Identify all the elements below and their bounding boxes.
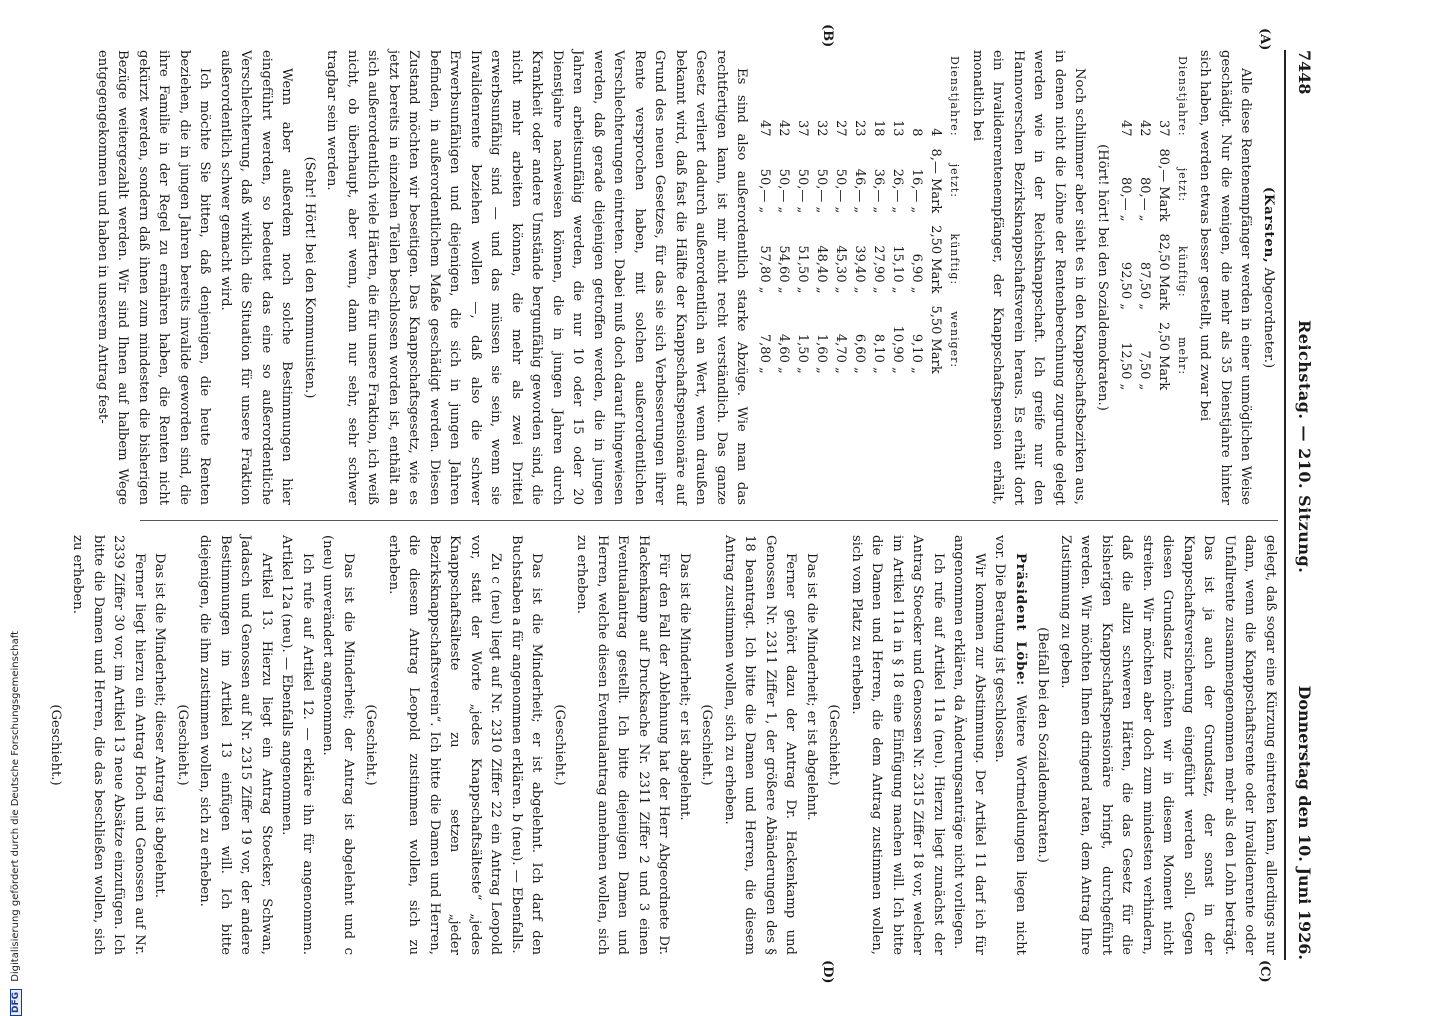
table-row [1154,50,1173,396]
paragraph: Es sind also außerordentlich starke Abzüge. Wie man das rechtfertigen kann, ist mir nicht recht verständlich. Das ganze Gesetz verliert dadurch außerordentlich an Wert, wenn draußen bekannt wird, daß fast die Hälfte der Knappschaftspensionäre auf Grund des neuen Gesetzes, für das sie sich Verbesserungen ihrer Rente versprochen haben, mit solchen außerordentlichen Verschlechterungen eintreten. Dabei muß doch darauf hingewiesen werden, daß gerade diejenigen getroffen werden, die in jungen Jahren arbeitsunfähig werden, die nur 10 oder 15 oder 20 Dienstjahre nachweisen können, die in jungen Jahren durch Krankheit oder andere Umstände bergunfähig geworden sind, die nicht mehr arbeiten können, die mehr als zwei Drittel erwerbsunfähig sind — und das müssen sie sein, wenn sie Invalidenrente beziehen wollen —, daß also die schwer Erwerbsunfähigen und diejenigen, die sich in jungen Jahren befinden, in außerordentlichem Maße geschädigt werden. Diesen Zustand möchten wir beseitigen. Das Knappschaftsgesetz, wie es jetzt bereits in einzelnen Teilen beschlossen worden ist, enthält an sich außerordentlich viele Härten, die für unsere Fraktion, ich weiß nicht, ob überhaupt, aber wenn, dann nur sehr, sehr schwer tragbar sein werden. [324,50,750,505]
table-cell: 36,— „ [871,168,887,214]
column-divider [140,520,1278,521]
table-row [775,50,794,380]
table-cell: 8,10 „ [871,333,887,374]
speaker-name: Präsident Löbe: [1013,553,1028,686]
table-cell: 47 [1118,119,1133,137]
paragraph: Das ist die Minderheit; er ist abgelehnt. Ich darf den Buchstaben a für angenommen erklären. b (neu). — Ebenfalls. [509,535,545,955]
interjection: (Geschieht.) [363,704,379,786]
table-row [1135,50,1154,396]
pension-table-1 [1116,50,1192,396]
table-row [870,50,889,380]
interjection: (Geschieht.) [699,704,715,786]
table-cell: 48,40 „ [814,245,830,294]
table-cell: 37 [795,119,811,137]
table-cell: 7,50 „ [1137,350,1152,391]
table-cell: 12,50 „ [1118,342,1133,391]
paragraph: Ich rufe auf Artikel 12. — erkläre ihn für angenommen. Artikel 12a (neu). — Ebenfalls angenommen. [279,535,315,955]
table-cell: 15,10 „ [890,245,906,294]
table-cell: 32 [814,119,830,137]
interjection: (Hört! hört! bei den Sozialdemokraten.) [1095,144,1110,411]
credit-text: Digitalisierung gefördert durch die Deutsche Forschungsgemeinschaft [10,630,21,982]
interjection: (Geschieht.) [48,704,63,786]
table-cell: 5,50 Mark [928,305,944,374]
table-row [927,50,946,380]
table-cell: 39,40 „ [852,245,868,294]
table-cell: 26,— „ [890,168,906,214]
table-cell: 8,— Mark [928,148,944,214]
table-cell: 51,50 „ [795,245,811,294]
table-cell: 8 [909,128,925,137]
table-cell: 42 [1137,119,1152,137]
paragraph: Wenn aber außerdem noch solche Bestimmungen hier eingeführt werden, so bedeutet das eine so außerordentliche Verschlechterung, daß wirklich die Situation für unsere Fraktion außerordentlich schwer gemacht wird. [218,50,295,505]
paragraph: Das ist die Minderheit; dieser Antrag ist abgelehnt. [152,553,168,898]
table-cell: 37 [1156,119,1171,137]
pension-table-2 [756,50,965,380]
interjection: (Geschieht.) [552,704,567,786]
table-cell: 7,80 „ [757,333,773,374]
paragraph: Das ist die Minderheit; er ist abgelehnt. [677,553,692,821]
speaker-text: Weitere Wortmeldungen liegen nicht vor. Die Beratung ist geschlossen. [992,535,1028,955]
table-row [908,50,927,380]
table-cell: 50,— „ [757,168,773,214]
table-row [794,50,813,380]
table-row [813,50,832,380]
table-cell: 1,50 „ [795,333,811,374]
table-header: jetzt: [948,163,962,199]
paragraph: Artikel 13. Hierzu liegt ein Antrag Stoecker, Schwan, Jadasch und Genossen auf Nr. 2315 Ziffer 19 vor, der andere Bestimmungen im Artikel 13 einfügen will. Ich bitte diejenigen, die ihm zustimmen wollen, sich zu erheben. [197,535,274,955]
table-cell: 2,50 Mark [928,225,944,294]
table-header: weniger: [948,311,962,369]
paragraph: Wir kommen zur Abstimmung. Der Artikel 11 darf ich für angenommen erklären, da Änderungsanträge nicht vorliegen. [951,535,987,955]
table-cell: 27 [833,119,849,137]
speaker-line [1258,50,1279,505]
table-cell: 16,— „ [909,168,925,214]
rotated-document-page [48,10,1340,990]
table-header-row [1173,50,1192,396]
table-cell: 4,70 „ [833,333,849,374]
table-cell: 23 [852,119,868,137]
table-row [832,50,851,380]
table-cell: 50,— „ [833,168,849,214]
table-cell: 13 [890,119,906,137]
table-cell: 2,50 Mark [1156,322,1171,391]
table-cell: 6,90 „ [909,253,925,294]
speaker-role: Abgeordneter.) [1261,267,1276,369]
table-cell: 87,50 „ [1137,261,1152,311]
table-header: Dienstjahre: [948,56,962,137]
margin-mark-d: (D) [820,960,835,984]
table-cell: 10,90 „ [890,325,906,374]
table-row [851,50,870,380]
table-header: künftig: [948,233,962,286]
table-row [1116,50,1135,396]
table-cell: 50,— „ [814,168,830,214]
table-cell: 80,— Mark [1156,148,1171,222]
page-number: 7448 [1295,50,1314,95]
paragraph: Das ist die Minderheit; er ist abgelehnt. [804,553,819,821]
page-header [1284,50,1326,960]
table-cell: 4,60 „ [776,333,792,374]
table-cell: 92,50 „ [1118,261,1133,311]
table-cell: 57,80 „ [757,245,773,294]
table-header-row [946,50,965,380]
table-cell: 54,60 „ [776,245,792,294]
left-column [95,50,1280,505]
margin-mark-c: (C) [1257,960,1272,983]
paragraph: Ich rufe auf Artikel 11a (neu). Hierzu liegt zunächst der Antrag Stoecker und Genossen Nr. 2315 Ziffer 18 vor, welcher im Artikel 11a in § 18 eine Einfügung machen will. Ich bitte die Damen und Herren, die dem Antrag zustimmen wollen, sich vom Platz zu erheben. [849,535,946,955]
speaker-paragraph [989,535,1030,955]
interjection: (Geschieht.) [175,704,190,786]
paragraph: Ich möchte Sie bitten, daß denjenigen, die heute Renten beziehen, die in jungen Jahren bereits invalide geworden sind, die ihre Familie in der Regel zu ernähren haben, die Renten nicht gekürzt werden, sondern daß ihnen zum mindesten die bisherigen Bezüge weitergezahlt werden. Wir sind Ihnen auf halbem Wege entgegengekommen und haben in unserem Antrag fest- [95,50,213,505]
table-cell: 27,90 „ [871,245,887,294]
paragraph: gelegt, daß sogar eine Kürzung eintreten kann, allerdings nur dann, wenn die Knappschaftsrente oder Invalidenrente oder Unfallrente zusammengenommen mehr als den Lohn beträgt. Das ist ja auch der Grundsatz, der sonst in der Knappschaftsversicherung eingeführt werden soll. Gegen diesen Grundsatz möchten wir in diesem Moment nicht streiten. Wir möchten aber doch zum mindesten verhindern, daß die allzu schweren Härten, die das Gesetz für die bisherigen Knappschaftspensionäre bringt, durchgeführt werden. Wir möchten Ihnen dringend raten, dem Antrag Ihre Zustimmung zu geben. [1058,535,1278,955]
table-cell: 18 [871,119,887,137]
table-header: jetzt: [1176,167,1189,203]
session-date: Donnerstag den 10. Juni 1926. [1295,685,1314,960]
table-cell: 47 [757,119,773,137]
right-column [48,535,1280,955]
table-cell: 50,— „ [795,168,811,214]
table-cell: 45,30 „ [833,245,849,294]
paragraph: Noch schlimmer aber sieht es in den Knappschaftsbezirken aus, in denen nicht die Löhne der Rentenberechnung zugrunde gelegt werden wie in der Reichsknappschaft. Ich greife nur den Hannoverschen Bezirksknappschaftsverein heraus. Es erhält dort ein Invalidenrentenempfänger, der Knappschaftspension erhält, monatlich bei [970,50,1088,505]
table-cell: 82,50 Mark [1156,233,1171,311]
table-cell: 80,— „ [1137,176,1152,222]
paragraph: Für den Fall der Ablehnung hat der Herr Abgeordnete Dr. Hackenkamp auf Drucksache Nr. 2311 Ziffer 2 und 3 einen Eventualantrag gestellt. Ich bitte diejenigen Damen und Herren, welche diesen Eventualantrag annehmen wollen, sich zu erheben. [574,535,672,955]
margin-mark-b: (B) [820,24,835,48]
table-header: mehr: [1176,337,1189,376]
interjection: (Geschieht.) [826,704,842,786]
table-cell: 46,— „ [852,168,868,214]
paragraph: Alle diese Rentenempfänger werden in einer unmöglichen Weise geschädigt. Nur die wenigen, die mehr als 35 Dienstjahre hinter sich haben, werden etwas besser gestellt, und zwar bei [1197,50,1254,505]
table-header: künftig: [1176,245,1189,298]
table-cell: 80,— „ [1118,176,1133,222]
table-cell: 4 [928,128,944,137]
table-row [889,50,908,380]
table-cell: 42 [776,119,792,137]
table-header: Dienstjahre: [1176,56,1189,137]
interjection: (Beifall bei den Sozialdemokraten.) [1035,627,1051,863]
margin-mark-a: (A) [1257,28,1272,51]
digitization-credit [10,16,26,1016]
interjection: (Sehr! Hört! bei den Kommunisten.) [302,156,317,399]
dfg-logo: DFG [10,989,22,1016]
speaker-name: (Karsten, [1261,186,1276,264]
paragraph: Das ist die Minderheit; der Antrag ist abgelehnt und c (neu) unverändert angenommen. [320,535,356,955]
paragraph: Ferner gehört dazu der Antrag Dr. Hackenkamp und Genossen Nr. 2311 Ziffer 1, der größere Abänderungen des § 18 beantragt. Ich bitte die Damen und Herren, die diesem Antrag zustimmen wollen, sich zu erheben. [722,535,799,955]
paragraph: Zu c (neu) liegt auf Nr. 2310 Ziffer 22 ein Antrag Leopold vor, statt der Worte „jedes Knappschaftsälteste“ „jedes Knappschaftsälteste zu setzen „jeder Bezirksknappschaftsverein“. Ich bitte die Damen und Herren, die diesem Antrag Leopold zustimmen wollen, sich zu erheben. [386,535,504,955]
table-cell: 6,60 „ [852,333,868,374]
paragraph: Ferner liegt hierzu ein Antrag Hoch und Genossen auf Nr. 2339 Ziffer 30 vor, im Artikel 13 neue Absätze einzufügen. Ich bitte die Damen und Herren, die das beschließen wollen, sich zu erheben. [70,535,147,955]
table-cell: 50,— „ [776,168,792,214]
table-cell: 9,10 „ [909,333,925,374]
table-row [756,50,775,380]
session-title: Reichstag. — 210. Sitzung. [1295,320,1314,574]
table-cell: 1,60 „ [814,333,830,374]
